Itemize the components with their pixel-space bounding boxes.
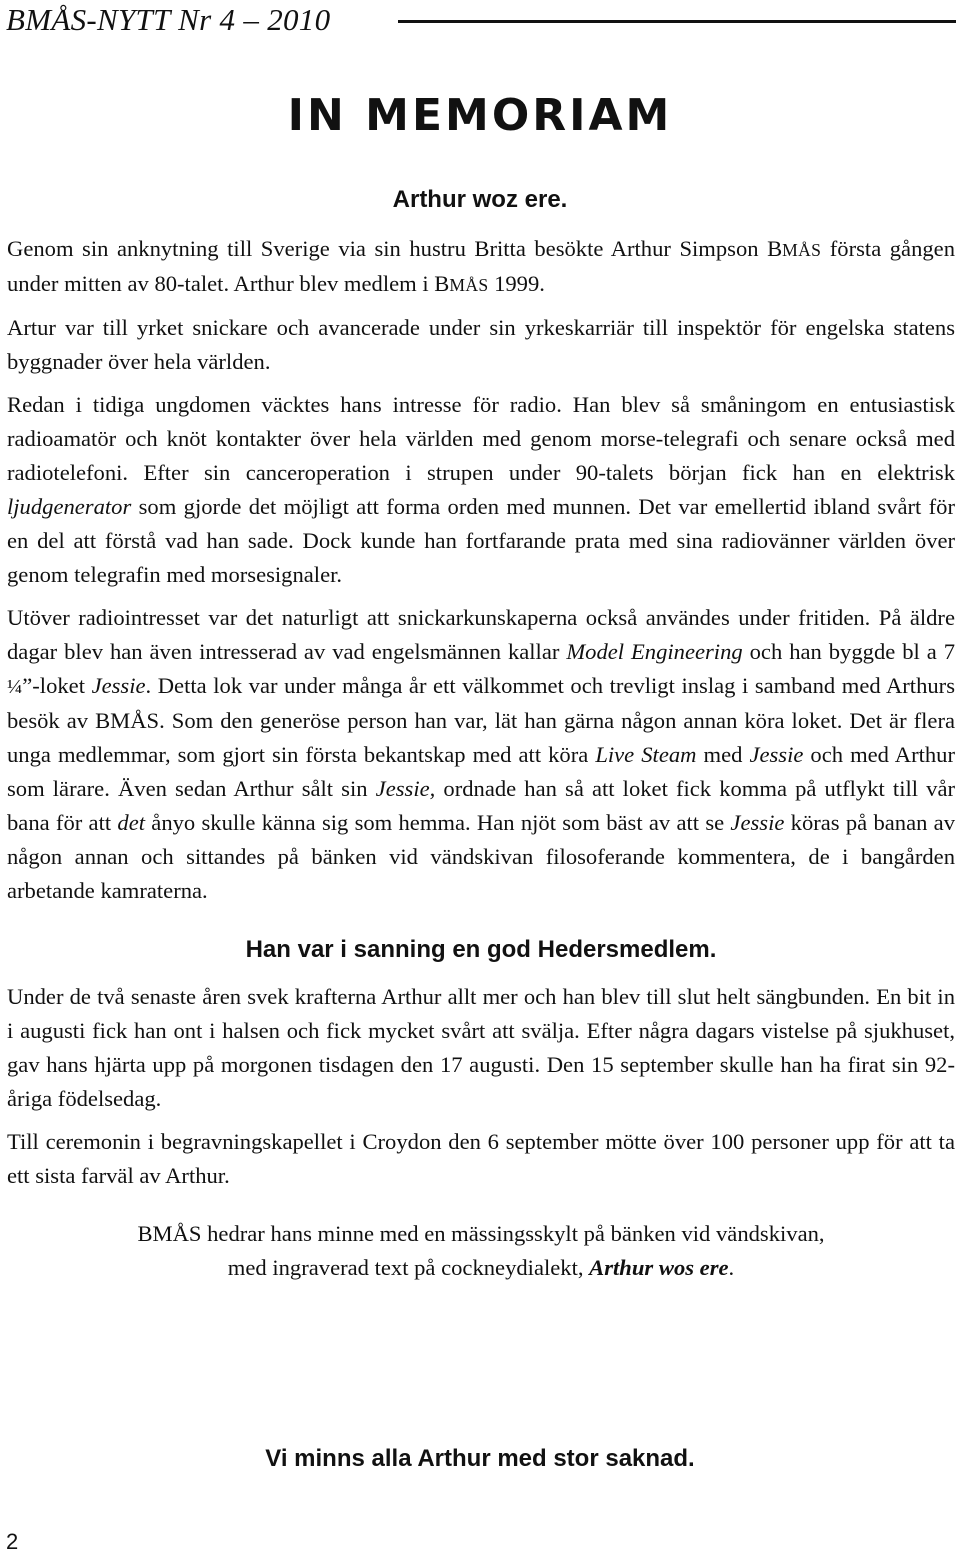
header-rule xyxy=(398,20,956,23)
tribute-line-1: BMÅS hedrar hans minne med en mässingsskylt på bänken vid vändskivan, xyxy=(137,1221,825,1246)
p4-italic-m: det xyxy=(117,810,146,835)
p4-text-l: ordnade han så att loket fick komma på utflykt till vår bana för att xyxy=(7,776,955,835)
p3-text: Redan i tidiga ungdomen väcktes hans intresse för radio. Han blev så småningom en entusiastisk radioamatör och knöt kontakter över hela världen med genom morse-telegrafi och senare också med radiotelefoni. Efter sin canceroperation i strupen under 90-talets början fick han en elektrisk xyxy=(7,392,955,485)
article-body xyxy=(7,232,955,1285)
p4-italic-e: Jessie xyxy=(91,673,146,698)
page-number: 2 xyxy=(6,1529,19,1554)
p1-bmas-2: MÅS xyxy=(449,275,489,295)
publication-title: BMÅS-NYTT Nr 4 – 2010 xyxy=(6,2,331,37)
p4-text-d: ”-loket xyxy=(22,673,92,698)
p1-text-2: första gången under mitten av 80-talet. Arthur blev medlem i B xyxy=(7,236,956,296)
article-subtitle: Arthur woz ere. xyxy=(392,186,568,213)
p4-italic-i: Jessie xyxy=(749,742,804,767)
closing-line: Vi minns alla Arthur med stor saknad. xyxy=(265,1445,695,1472)
p4-text-n: ånyo skulle känna sig som hemma. Han njöt som bäst av att se xyxy=(145,810,731,835)
tribute-quote: Arthur wos ere xyxy=(589,1255,729,1280)
p4-italic-b: Model Engineering xyxy=(566,639,743,664)
p4-text-c: och han byggde bl a 7 xyxy=(742,639,956,664)
paragraph-4 xyxy=(7,601,955,908)
p4-text-j: och med Arthur som lärare. Även sedan Arthur sålt sin xyxy=(7,742,955,801)
paragraph-6: Till ceremonin i begravningskapellet i Croydon den 6 september mötte över 100 personer upp för att ta ett sista farväl av Arthur. xyxy=(7,1129,955,1188)
p4-italic-g: Live Steam xyxy=(595,742,697,767)
p1-text-3: 1999. xyxy=(488,271,545,296)
honor-statement: Han var i sanning en god Hedersmedlem. xyxy=(245,936,717,963)
paragraph-3 xyxy=(7,388,955,592)
paragraph-2: Artur var till yrket snickare och avancerade under sin yrkeskarriär till inspektör för engelska statens byggnader över hela världen. xyxy=(7,315,955,374)
p4-text-h: med xyxy=(696,742,750,767)
paragraph-1 xyxy=(7,232,955,302)
article-title: IN MEMORIAM xyxy=(287,90,673,141)
paragraph-5: Under de två senaste åren svek krafterna Arthur allt mer och han blev till slut helt sängbunden. En bit in i augusti fick han ont i halsen och fick mycket svårt att svälja. Efter några dagars vistelse på sjukhuset, gav hans hjärta upp på morgonen tisdagen den 17 augusti. Den 15 september skulle han ha firat sin 92-åriga födelsedag. xyxy=(7,984,955,1111)
p1-text: Genom sin anknytning till Sverige via sin hustru Britta besökte Arthur Simpson B xyxy=(7,236,783,261)
tribute-period: . xyxy=(728,1255,735,1280)
p3-italic: ljudgenerator xyxy=(7,494,132,519)
tribute-paragraph xyxy=(7,1217,955,1285)
p3-text-2: som gjorde det möjligt att forma orden med munnen. Det var emellertid ibland svårt för en del att förstå vad han sade. Dock kunde han fortfarande prata med sina radiovänner världen över genom telegrafin med morsesignaler. xyxy=(7,494,955,587)
p4-italic-o: Jessie xyxy=(730,810,785,835)
p4-text-p: köras på banan av någon annan och sittandes på bänken vid vändskivan filosoferande kommentera, de i bangården arbetande kamraterna. xyxy=(7,810,955,903)
p4-fraction: ¼ xyxy=(7,676,23,698)
tribute-line-2: med ingraverad text på cockneydialekt, xyxy=(227,1255,590,1280)
p1-bmas-1: MÅS xyxy=(782,240,822,260)
p4-text-a: Utöver radiointresset var det naturligt att snickarkunskaperna också användes under fritiden. På äldre dagar blev han även intresserad av vad engelsmännen kallar xyxy=(7,605,955,664)
p4-italic-k: Jessie, xyxy=(375,776,436,801)
p4-text-f: . Detta lok var under många år ett välkommet och trevligt inslag i samband med Arthurs besök av BMÅS. Som den generöse person han var, lät han gärna någon annan köra loket. Det är flera unga medlemmar, som gjort sin första bekantskap med att köra xyxy=(7,673,955,767)
page-header xyxy=(6,0,960,44)
